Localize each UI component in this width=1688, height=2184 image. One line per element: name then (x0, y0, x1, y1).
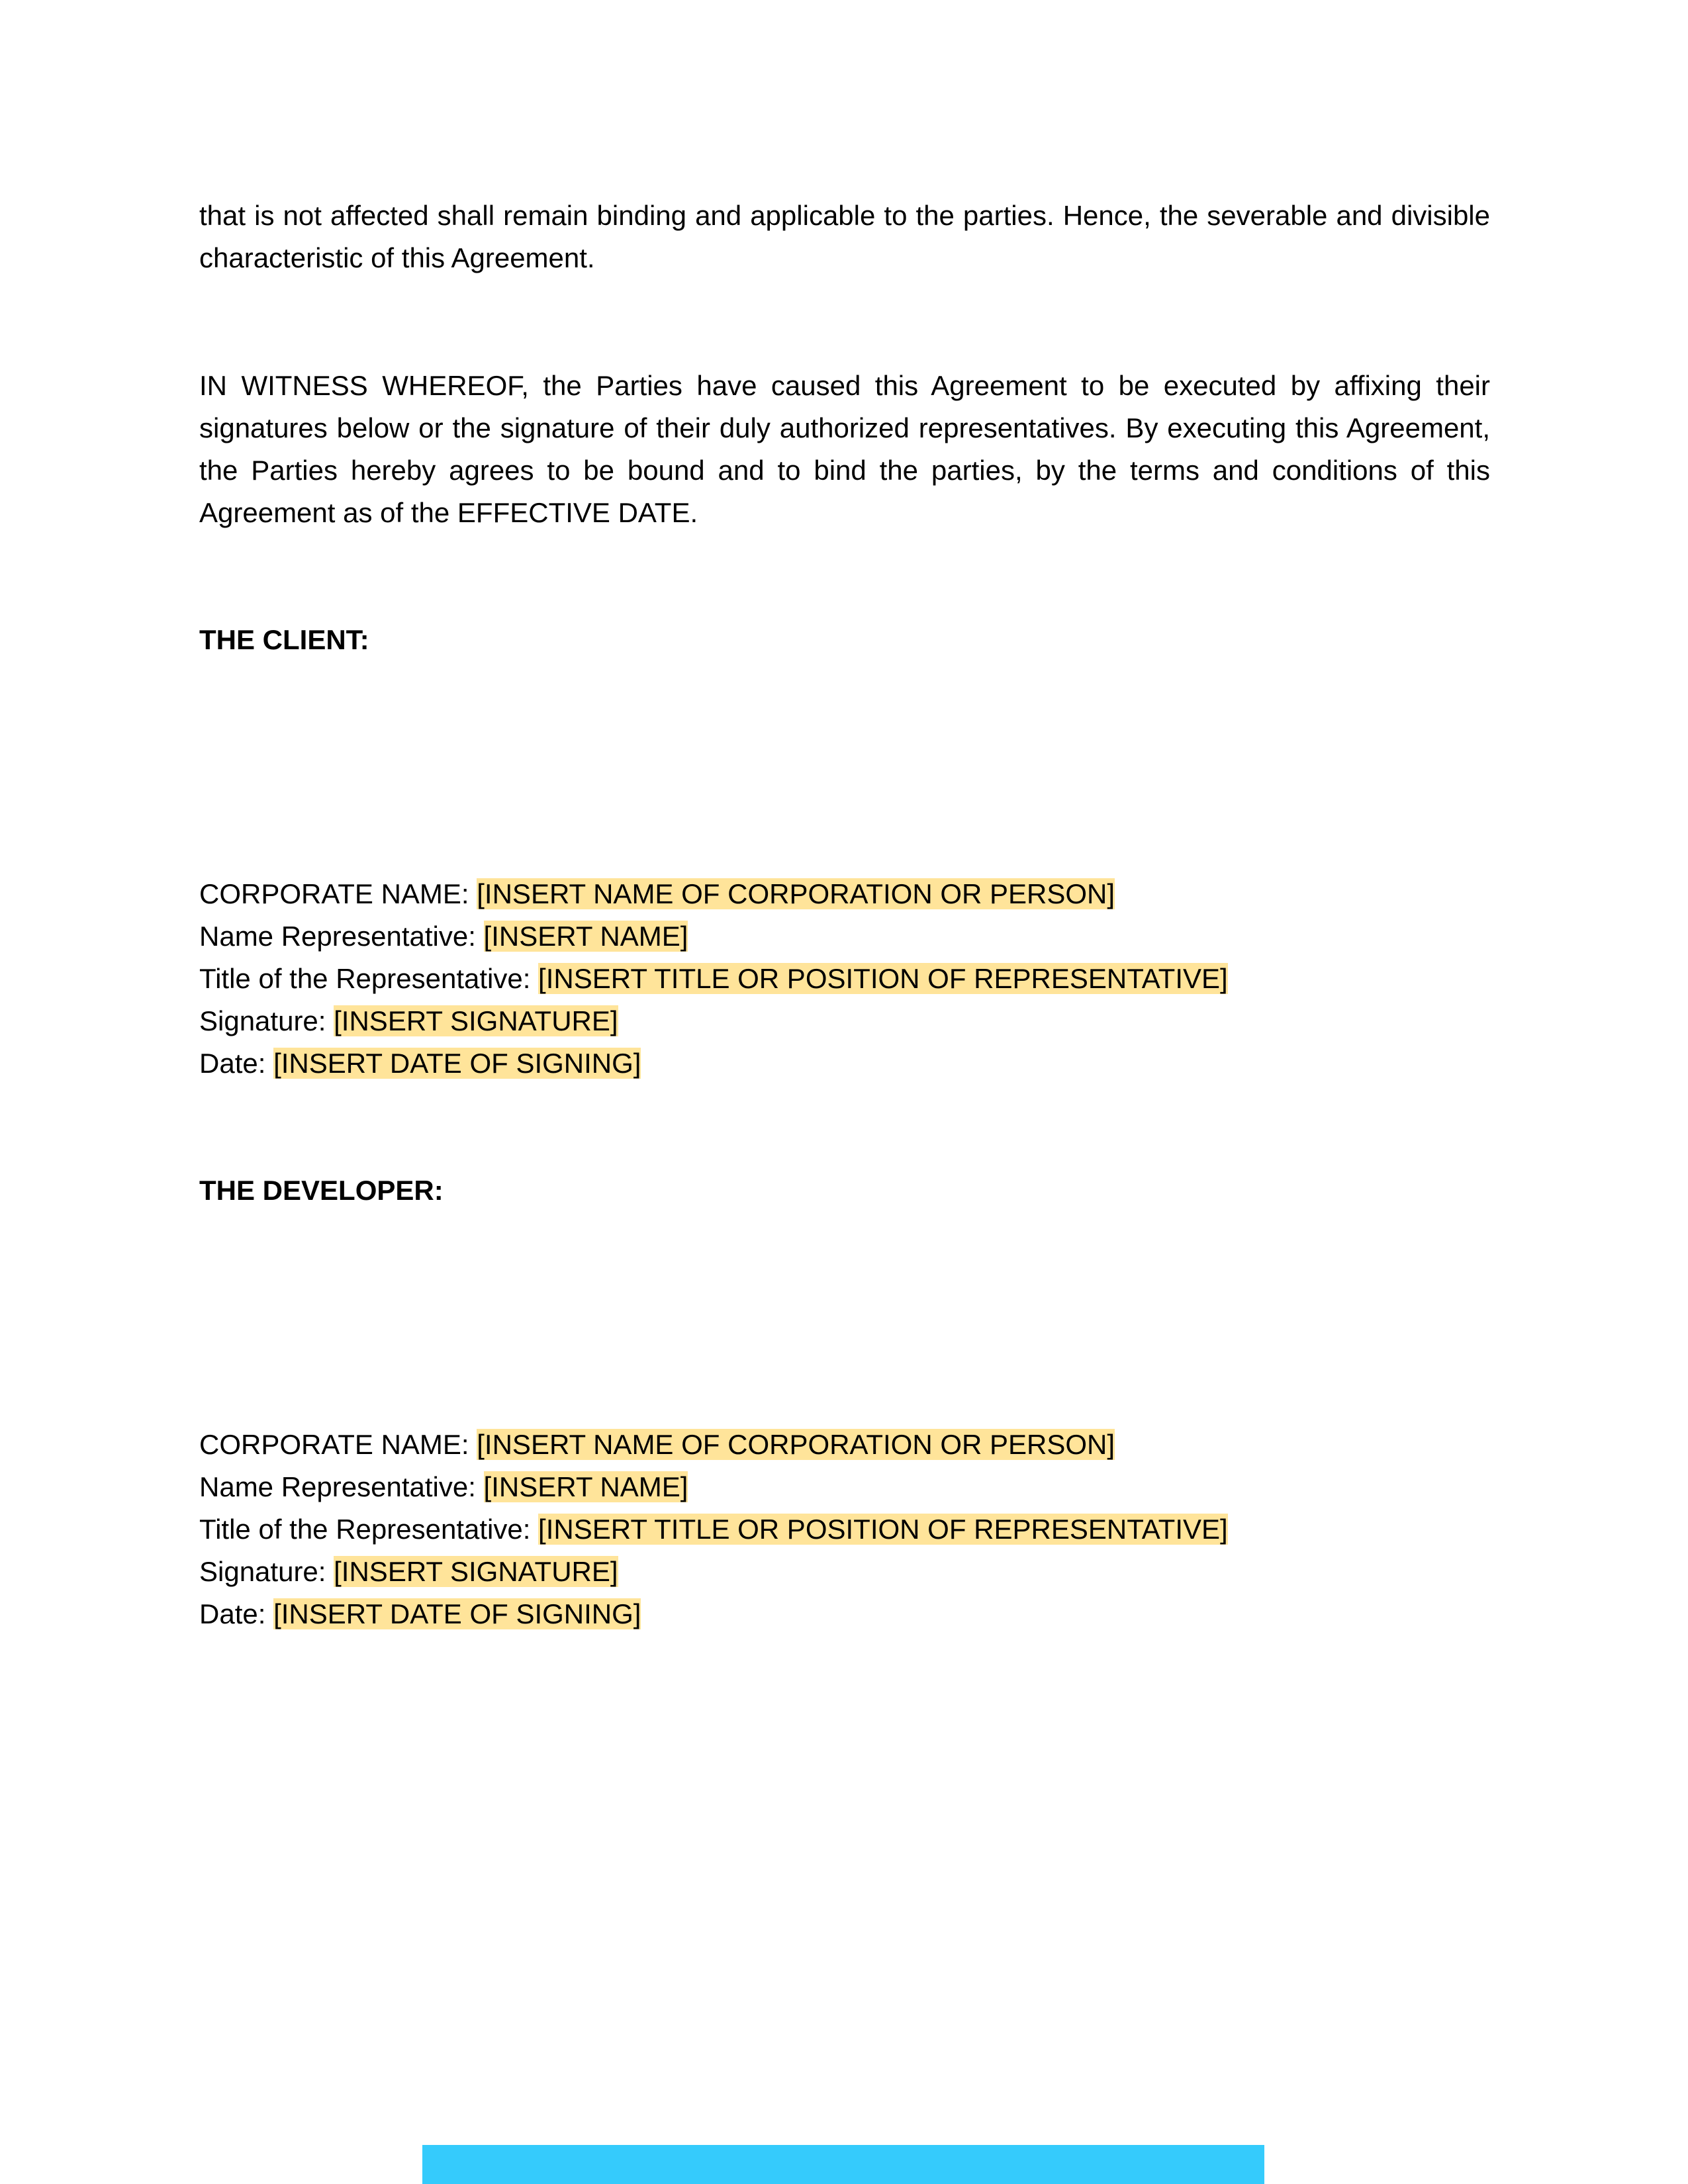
severability-paragraph-continuation: that is not affected shall remain binding and applicable to the parties. Hence, the severable and divisible characteristic of this Agreement. (199, 200, 1490, 273)
placeholder-field: [INSERT TITLE OR POSITION OF REPRESENTATIVE] (538, 963, 1228, 994)
field-label: Signature: (199, 1556, 334, 1587)
placeholder-field: [INSERT NAME OF CORPORATION OR PERSON] (477, 878, 1115, 909)
placeholder-field: [INSERT TITLE OR POSITION OF REPRESENTATIVE] (538, 1514, 1228, 1545)
developer-heading: THE DEVELOPER: (199, 1175, 444, 1206)
field-label: CORPORATE NAME: (199, 878, 477, 909)
placeholder-field: [INSERT DATE OF SIGNING] (273, 1048, 641, 1079)
signature-space (199, 661, 1490, 873)
field-label: CORPORATE NAME: (199, 1429, 477, 1460)
spacer (199, 1085, 1490, 1169)
developer-name-representative-line (199, 1466, 1490, 1508)
field-label: Name Representative: (199, 921, 484, 952)
spacer (199, 534, 1490, 619)
developer-title-representative-line (199, 1508, 1490, 1551)
field-label: Name Representative: (199, 1471, 484, 1502)
developer-corporate-name-line (199, 1424, 1490, 1466)
client-heading: THE CLIENT: (199, 624, 369, 655)
field-label: Signature: (199, 1005, 334, 1036)
field-label: Title of the Representative: (199, 1514, 539, 1545)
client-date-line (199, 1042, 1490, 1085)
client-signature-line (199, 1000, 1490, 1042)
in-witness-whereof-paragraph: IN WITNESS WHEREOF, the Parties have caused this Agreement to be executed by affixing their signatures below or the signature of their duly authorized representatives. By executing this Agreement, the Parties hereby agrees to be bound and to bind the parties, by the terms and conditions of this Agreement as of the EFFECTIVE DATE. (199, 370, 1490, 528)
placeholder-field: [INSERT NAME OF CORPORATION OR PERSON] (477, 1429, 1115, 1460)
client-signature-block (199, 619, 1490, 1085)
client-corporate-name-line (199, 873, 1490, 915)
placeholder-field: [INSERT NAME] (483, 1471, 688, 1502)
placeholder-field: [INSERT DATE OF SIGNING] (273, 1598, 641, 1629)
placeholder-field: [INSERT SIGNATURE] (334, 1005, 618, 1036)
spacer (199, 279, 1490, 365)
placeholder-field: [INSERT NAME] (483, 921, 688, 952)
developer-signature-line (199, 1551, 1490, 1593)
field-label: Date: (199, 1048, 274, 1079)
developer-signature-block (199, 1169, 1490, 1635)
footer-accent-bar (422, 2145, 1264, 2184)
field-label: Date: (199, 1598, 274, 1629)
signature-space (199, 1212, 1490, 1424)
client-title-representative-line (199, 958, 1490, 1000)
developer-date-line (199, 1593, 1490, 1635)
document-body (199, 195, 1490, 1635)
field-label: Title of the Representative: (199, 963, 539, 994)
client-name-representative-line (199, 915, 1490, 958)
placeholder-field: [INSERT SIGNATURE] (334, 1556, 618, 1587)
